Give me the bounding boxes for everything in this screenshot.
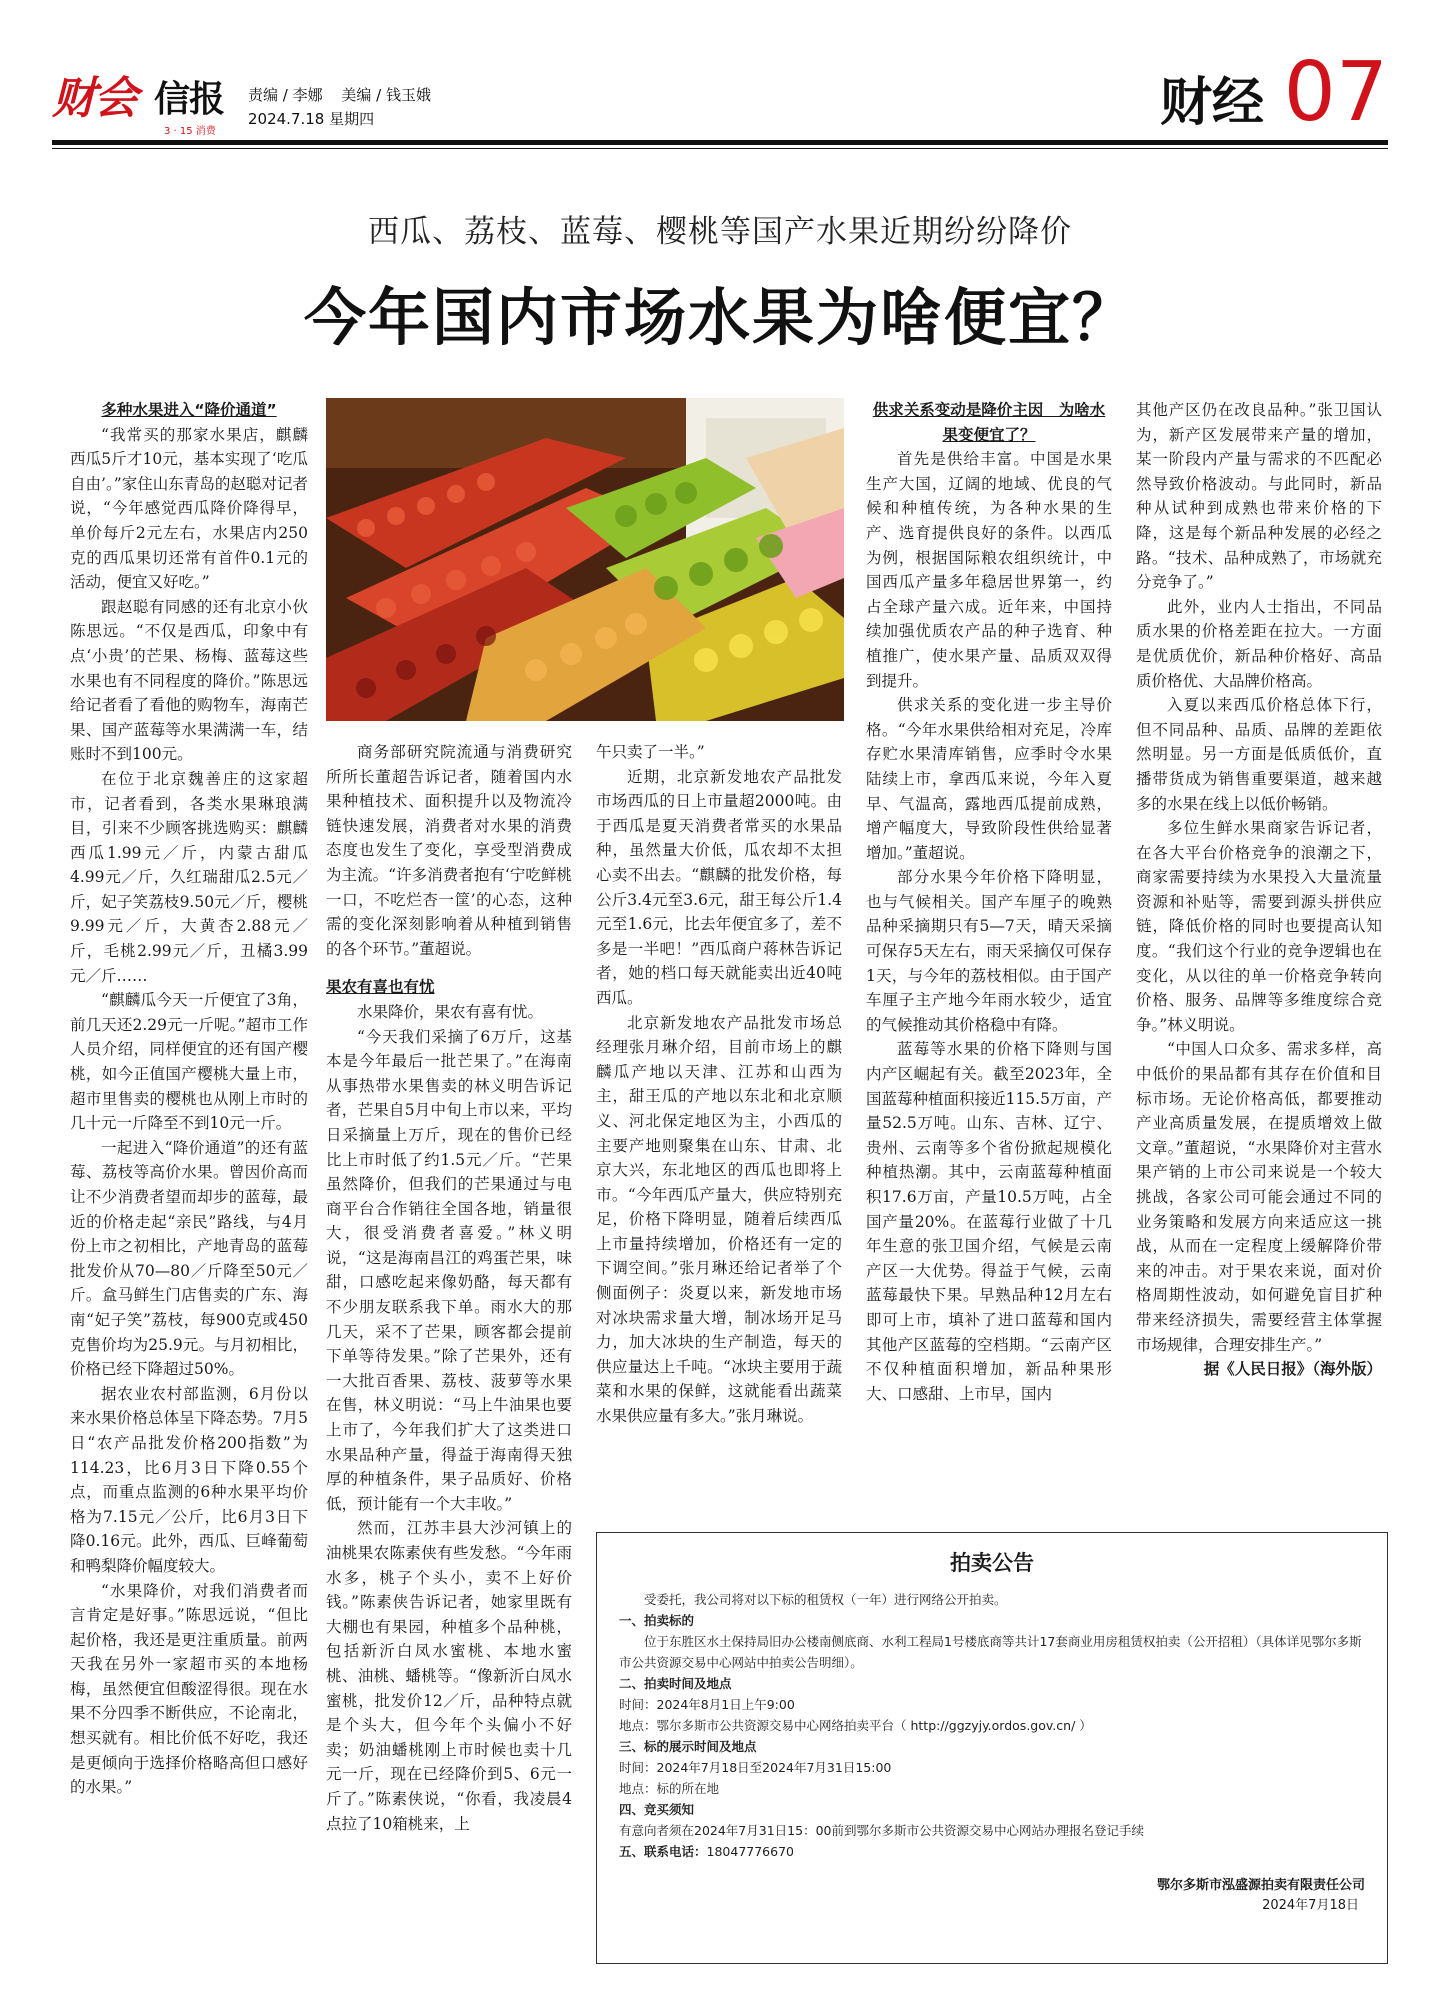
paragraph: 首先是供给丰富。中国是水果生产大国，辽阔的地域、优良的气候和种植传统，为各种水果的生产、选育提供良好的条件。以西瓜为例，根据国际粮农组织统计，中国西瓜产量多年稳居世界第一，约占全球产量六成。近年来，中国持续加强优质农产品的种子选育、种植推广，使水果产量、品质双双得到提升。 — [866, 450, 1112, 690]
section-subhead-3: 供求关系变动是降价主因 为啥水果变便宜了？ — [872, 401, 1106, 444]
notice-section-head: 三、标的展示时间及地点 — [619, 1739, 757, 1754]
paragraph: 供求关系的变化进一步主导价格。“今年水果供给相对充足，冷库存贮水果清库销售，应季时令水果陆续上市，拿西瓜来说，今年入夏早、气温高，露地西瓜提前成熟，增产幅度大，导致阶段性供给显著增加。”董超说。 — [866, 696, 1112, 862]
auction-notice — [596, 1532, 1388, 1964]
editor-credits — [248, 84, 431, 105]
article-column-2 — [326, 740, 572, 1836]
paragraph: 午只卖了一半。” — [596, 743, 705, 761]
section-subhead-2: 果农有喜也有忧 — [326, 978, 435, 997]
paragraph: 水果降价，果农有喜有忧。 — [357, 1002, 544, 1021]
notice-title: 拍卖公告 — [950, 1551, 1034, 1575]
logo-black-text: 信报 — [154, 78, 225, 120]
paragraph: 其他产区仍在改良品种。”张卫国认为，新产区发展带来产量的增加，某一阶段内产量与需求的不匹配必然导致价格波动。与此同时，新品种从试种到成熟也带来价格的下降，这是每个新品种发展的必经之路。“技术、品种成熟了，市场就充分竞争了。” — [1136, 401, 1382, 592]
paragraph: 部分水果今年价格下降明显，也与气候相关。国产车厘子的晚熟品种采摘期只有5—7天，晴天采摘可保存5天左右，雨天采摘仅可保存1天，与今年的荔枝相似。由于国产车厘子主产地今年雨水较少，适宜的气候推动其价格稳中有降。 — [866, 868, 1112, 1034]
masthead-rule-thin — [52, 148, 1388, 149]
article-headline: 今年国内市场水果为啥便宜？ — [303, 281, 1136, 354]
logo-red-text: 财会 — [52, 73, 136, 124]
masthead-rule — [52, 140, 1388, 145]
paragraph: “我常买的那家水果店，麒麟西瓜5斤才10元，基本实现了‘吃瓜自由’。”家住山东青岛的赵聪对记者说，“今年感觉西瓜降价降得早，单价每斤2元左右，水果店内250克的西瓜果切还常有首件0.1元的活动，便宜又好吃。” — [70, 425, 308, 592]
issue-date: 2024.7.18 星期四 — [248, 110, 375, 128]
article-column-1 — [70, 398, 308, 1800]
paragraph: 一起进入“降价通道”的还有蓝莓、荔枝等高价水果。曾因价高而让不少消费者望而却步的蓝莓，最近的价格走起“亲民”路线，与4月份上市之初相比，产地青岛的蓝莓批发价从70—80／斤降至50元／斤。盒马鲜生门店售卖的广东、海南“妃子笑”荔枝，每900克或450克售价均为25.9元。与月初相比，价格已经下降超过50%。 — [70, 1138, 308, 1379]
article-byline: 据《人民日报》（海外版） — [1203, 1359, 1382, 1379]
article-column-3 — [596, 740, 842, 1429]
notice-text: 时间：2024年7月18日至2024年7月31日15:00 — [619, 1760, 892, 1775]
masthead — [52, 45, 1388, 148]
article-column-4 — [866, 398, 1112, 1406]
paragraph: 此外，业内人士指出，不同品质水果的价格差距在拉大。一方面是优质优价，新品种价格好、高品质价格优、大品牌价格高。 — [1136, 597, 1382, 690]
notice-company: 鄂尔多斯市泓盛源拍卖有限责任公司 — [1156, 1878, 1365, 1893]
notice-section-head: 五、联系电话： — [619, 1844, 707, 1859]
article-kicker: 西瓜、荔枝、蓝莓、樱桃等国产水果近期纷纷降价 — [368, 214, 1072, 250]
paragraph: “水果降价，对我们消费者而言肯定是好事。”陈思远说，“但比起价格，我还是更注重质量。前两天我在另外一家超市买的本地杨梅，虽然便宜但酸涩得很。现在水果不分四季不断供应，不论南北，想买就有。相比价低不好吃，我还是更倾向于选择价格略高但口感好的水果。” — [70, 1581, 308, 1797]
paragraph: 然而，江苏丰县大沙河镇上的油桃果农陈素侠有些发愁。“今年雨水多，桃子个头小，卖不上好价钱。”陈素侠告诉记者，她家里既有大棚也有果园，种植多个品种桃，包括新沂白凤水蜜桃、本地水蜜桃、油桃、蟠桃等。“像新沂白凤水蜜桃，批发价12／斤，品种特点就是个头大，但今年个头偏小不好卖；奶油蟠桃刚上市时候也卖十几元一斤，现在已经降价到5、6元一斤了。”陈素侠说，“你看，我凌晨4点拉了10箱桃来，上 — [326, 1519, 572, 1833]
paragraph: “今天我们采摘了6万斤，这基本是今年最后一批芒果了。”在海南从事热带水果售卖的林义明告诉记者，芒果自5月中旬上市以来，平均日采摘量上万斤，现在的售价已经比上市时低了约1.5元／斤。“芒果虽然降价，但我们的芒果通过与电商平台合作销往全国各地，销量很大，很受消费者喜爱。”林义明说，“这是海南昌江的鸡蛋芒果，味甜，口感吃起来像奶酪，每天都有不少朋友联系我下单。雨水大的那几天，采不了芒果，顾客都会提前下单等待发果。”除了芒果外，还有一大批百香果、荔枝、菠萝等水果在售，林义明说：“马上牛油果也要上市了，今年我们扩大了这类进口水果品种产量，得益于海南得天独厚的种植条件，果子品质好、价格低，预计能有一个大丰收。” — [326, 1027, 572, 1513]
paragraph: 近期，北京新发地农产品批发市场西瓜的日上市量超2000吨。由于西瓜是夏天消费者常买的水果品种，虽然量大价低，瓜农却不太担心卖不出去。“麒麟的批发价格，每公斤3.4元至3.6元，甜王每公斤1.4元至1.6元，比去年便宜多了，差不多是一半吧！”西瓜商户蒋林告诉记者，她的档口每天就能卖出近40吨西瓜。 — [596, 767, 842, 1007]
logo-subtitle: 3 · 15 消费 — [164, 126, 216, 137]
section-name: 财经 — [1159, 72, 1264, 133]
designer-name: 美编 / 钱玉娥 — [341, 86, 431, 104]
paragraph: 跟赵聪有同感的还有北京小伙陈思远。“不仅是西瓜，印象中有点‘小贵’的芒果、杨梅、蓝莓这些水果也有不同程度的降价。”陈思远给记者看了看他的购物车，海南芒果、国产蓝莓等水果满满一车，结账时不到100元。 — [70, 597, 308, 764]
notice-contact — [619, 1841, 1365, 1862]
notice-section-head: 四、竞买须知 — [619, 1802, 695, 1817]
notice-date: 2024年7月18日 — [1262, 1898, 1359, 1913]
paragraph: “麒麟瓜今天一斤便宜了3角，前几天还2.29元一斤呢。”超市工作人员介绍，同样便宜的还有国产樱桃，如今正值国产樱桃大量上市，超市里售卖的樱桃也从刚上市时的几十元一斤降至不到10元一斤。 — [70, 991, 308, 1133]
fruit-stall-photo — [326, 398, 844, 721]
paragraph: 在位于北京魏善庄的这家超市，记者看到，各类水果琳琅满目，引来不少顾客挑选购买：麒麟西瓜1.99元／斤，内蒙古甜瓜4.99元／斤，久红瑞甜瓜2.5元／斤，妃子笑荔枝9.50元／斤，樱桃9.99元／斤，大黄杏2.88元／斤，毛桃2.99元／斤，丑橘3.99元／斤…… — [70, 769, 308, 985]
notice-section-head: 二、拍卖时间及地点 — [619, 1676, 732, 1691]
paragraph: 蓝莓等水果的价格下降则与国内产区崛起有关。截至2023年，全国蓝莓种植面积接近115.5万亩，产量52.5万吨。山东、吉林、辽宁、贵州、云南等多个省份掀起规模化种植热潮。其中，云南蓝莓种植面积17.6万亩，产量10.5万吨，占全国产量20%。在蓝莓行业做了十几年生意的张卫国介绍，气候是云南产区一大优势。得益于气候，云南蓝莓最快下果。早熟品种12月左右即可上市，填补了进口蓝莓和国内其他产区蓝莓的空档期。“云南产区不仅种植面积增加，新品种果形大、口感甜、上市早，国内 — [866, 1040, 1112, 1403]
paragraph: 多位生鲜水果商家告诉记者，在各大平台价格竞争的浪潮之下，商家需要持续为水果投入大量流量资源和补贴等，需要到源头拼供应链，降低价格的同时也要提高认知度。“我们这个行业的竞争逻辑也在变化，从以往的单一价格竞争转向价格、服务、品牌等多维度综合竞争。”林义明说。 — [1136, 819, 1382, 1034]
paragraph: 据农业农村部监测，6月份以来水果价格总体呈下降态势。7月5日“农产品批发价格200指数”为114.23，比6月3日下降0.55个点，而重点监测的6种水果平均价格为7.15元／公斤，比6月3日下降0.16元。此外，西瓜、巨峰葡萄和鸭梨降价幅度较大。 — [70, 1384, 308, 1575]
notice-text: 时间：2024年8月1日上午9:00 — [619, 1697, 795, 1712]
newspaper-logo — [52, 72, 232, 137]
article-column-5 — [1136, 398, 1382, 1382]
section-subhead-1: 多种水果进入“降价通道” — [101, 401, 277, 419]
notice-intro: 受委托，我公司将对以下标的租赁权（一年）进行网络公开拍卖。 — [644, 1592, 1007, 1607]
paragraph: “中国人口众多、需求多样，高中低价的果品都有其存在价值和目标市场。无论价格高低，都要推动产业高质量发展，在提质增效上做文章。”董超说，“水果降价对主营水果产销的上市公司来说是一个较大挑战，各家公司可能会通过不同的业务策略和发展方向来适应这一挑战，从而在一定程度上缓解降价带来的冲击。对于果农来说，面对价格周期性波动，如何避免盲目扩种带来经济损失，需要经营主体掌握市场规律，合理安排生产。” — [1136, 1040, 1382, 1354]
page-number: 07 — [1283, 45, 1388, 140]
paragraph: 入夏以来西瓜价格总体下行，但不同品种、品质、品牌的差距依然明显。另一方面是低质低价，直播带货成为销售重要渠道，越来越多的水果在线上以低价畅销。 — [1136, 696, 1382, 813]
notice-section-head: 一、拍卖标的 — [619, 1613, 695, 1628]
paragraph: 商务部研究院流通与消费研究所所长董超告诉记者，随着国内水果种植技术、面积提升以及物流冷链快速发展，消费者对水果的消费态度也发生了变化，享受型消费成为主流。“许多消费者抱有‘宁吃鲜桃一口，不吃烂杏一筐’的心态，这种需的变化深刻影响着从种植到销售的各个环节。”董超说。 — [326, 743, 572, 958]
notice-text: 地点：鄂尔多斯市公共资源交易中心网络拍卖平台（ http://ggzyjy.ordos.gov.cn/ ） — [619, 1718, 1092, 1733]
notice-phone: 18047776670 — [706, 1844, 794, 1859]
notice-text: 位于东胜区水土保持局旧办公楼南侧底商、水利工程局1号楼底商等共计17套商业用房租赁权拍卖（公开招租）（具体详见鄂尔多斯市公共资源交易中心网站中拍卖公告明细）。 — [619, 1634, 1362, 1670]
notice-text: 地点：标的所在地 — [619, 1781, 720, 1796]
paragraph: 北京新发地农产品批发市场总经理张月琳介绍，目前市场上的麒麟瓜产地以天津、江苏和山西为主，甜王瓜的产地以东北和北京顺义、河北保定地区为主，小西瓜的主要产地则聚集在山东、甘肃、北京大兴，东北地区的西瓜也即将上市。“今年西瓜产量大，供应特别充足，价格下降明显，随着后续西瓜上市量持续增加，价格还有一定的下调空间。”张月琳还给记者举了个侧面例子：炎夏以来，新发地市场对冰块需求量大增，制冰场开足马力，加大冰块的生产制造，每天的供应量达上千吨。“冰块主要用于蔬菜和水果的保鲜，这就能看出蔬菜水果供应量有多大。”张月琳说。 — [596, 1013, 842, 1426]
editor-name: 责编 / 李娜 — [248, 86, 323, 104]
fruit-stall-illustration — [326, 398, 844, 721]
notice-text: 有意向者须在2024年7月31日15：00前到鄂尔多斯市公共资源交易中心网站办理报名登记手续 — [619, 1823, 1144, 1838]
